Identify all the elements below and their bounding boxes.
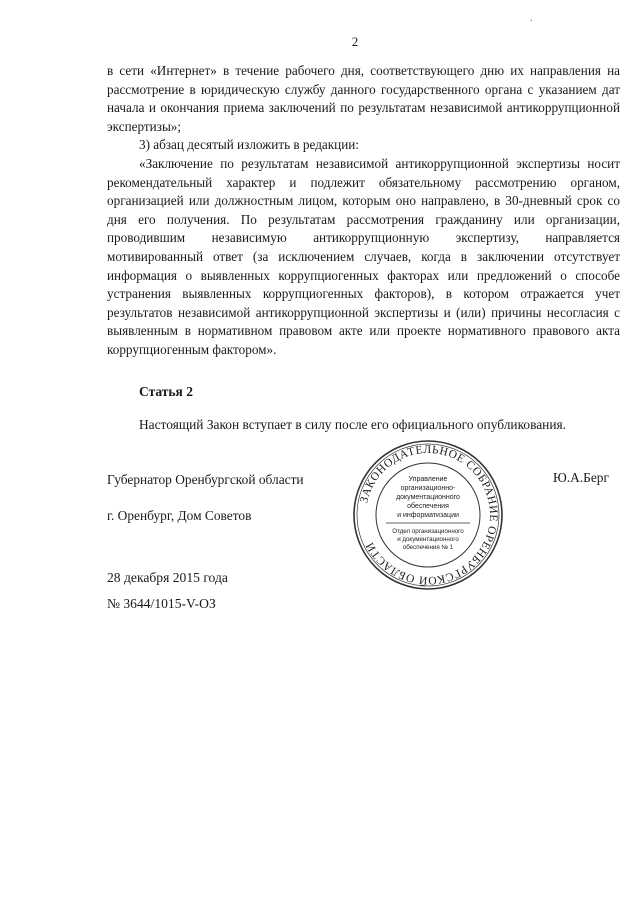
page-number: 2 (351, 34, 359, 49)
seal-center-line: организационно- (400, 485, 456, 492)
seal-center-line: Управление (408, 476, 448, 483)
signing-date: 28 декабря 2015 года (107, 570, 228, 585)
seal-bottom-line: и документационного (397, 536, 459, 543)
paragraph-amendment-item: 3) абзац десятый изложить в редакции: (139, 137, 360, 153)
body-text (107, 62, 620, 360)
seal-center-line: обеспечения (407, 503, 449, 510)
stray-mark: . (530, 13, 533, 24)
seal-ring-text: ЗАКОНОДАТЕЛЬНОЕ СОБРАНИЕ ОРЕНБУРГСКОЙ ОБЛАСТИ (358, 443, 500, 587)
seal-bottom-line: обеспечения № 1 (402, 544, 454, 551)
governor-name: Ю.А.Берг (553, 470, 609, 485)
signing-place: г. Оренбург, Дом Советов (107, 508, 252, 523)
seal-center-text (396, 476, 460, 519)
paragraph-amendment-text: «Заключение по результатам независимой антикоррупционной экспертизы носит рекомендательный характер и подлежит обязательному рассмотрению органом, организацией или должностным лицом, которым оно направлено, в 30-дневный срок со дня его получения. По результатам рассмотрения гражданину или организации, проводившим независимую антикоррупционную экспертизу, направляется мотивированный ответ (за исключением случаев, когда в заключении отсутствует информация о выявленных коррупциогенных факторах или предложений о способе устранения выявленных коррупциогенных факторов), в котором отражается учет результатов независимой антикоррупционной экспертизы и (или) причины несогласия с выявленным в нормативном правовом акте или проекте нормативного правового акта коррупциогенным фактором». (107, 155, 620, 357)
seal-bottom-text (392, 528, 464, 551)
paragraph-continuation: в сети «Интернет» в течение рабочего дня, соответствующего дню их направления на рассмотрение в юридическую службу данного государственного органа с указанием дат начала и окончания приема заключений по результатам независимой антикоррупционной экспертизы»; (107, 63, 620, 134)
seal-center-line: документационного (396, 494, 460, 501)
governor-title: Губернатор Оренбургской области (107, 472, 304, 487)
article-text: Настоящий Закон вступает в силу после его официального опубликования. (139, 417, 567, 432)
official-seal (350, 437, 506, 593)
seal-bottom-line: Отдел организационного (392, 528, 464, 535)
article-heading: Статья 2 (139, 384, 193, 399)
seal-center-line: и информатизации (397, 512, 459, 519)
law-number: № 3644/1015-V-ОЗ (107, 596, 216, 611)
